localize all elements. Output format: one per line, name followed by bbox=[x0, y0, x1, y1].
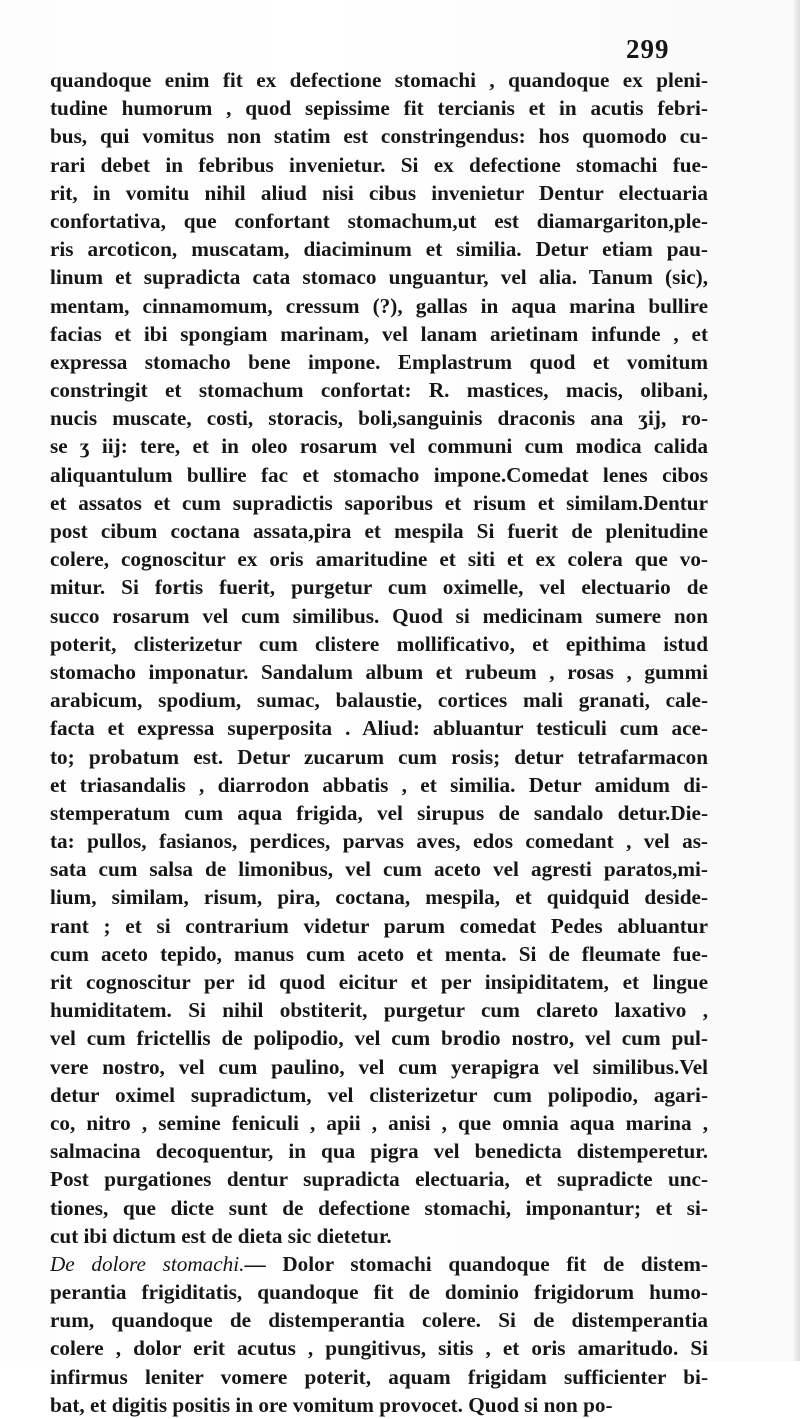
text-line: stomacho imponatur. Sandalum album et rubeum , rosas , gummi bbox=[50, 659, 708, 684]
text-line: post cibum coctana assata,pira et mespila Si fuerit de plenitudine bbox=[50, 519, 708, 543]
text-line: ris arcoticon, muscatam, diaciminum et similia. Detur etiam pau- bbox=[50, 237, 708, 262]
text-line: co, nitro , semine feniculi , apii , anisi , que omnia aqua marina , bbox=[50, 1110, 708, 1135]
text-line: poterit, clisterizetur cum clistere mollificativo, et epithima istud bbox=[50, 631, 708, 656]
text-line: rit cognoscitur per id quod eicitur et per insipiditatem, et lingue bbox=[50, 970, 708, 994]
text-line: bus, qui vomitus non statim est constringendus: hos quomodo cu- bbox=[50, 124, 708, 149]
text-line: mentam, cinnamomum, cressum (?), gallas in aqua marina bullire bbox=[50, 293, 708, 318]
text-line: confortativa, que confortant stomachum,ut est diamargariton,ple- bbox=[50, 208, 708, 233]
text-line: linum et supradicta cata stomaco unguantur, vel alia. Tanum (sic), bbox=[50, 265, 708, 290]
text-line: lium, similam, risum, pira, coctana, mespila, et quidquid deside- bbox=[50, 885, 708, 910]
paragraph-dolore-stomachi bbox=[50, 1278, 708, 1419]
text-line: stemperatum cum aqua frigida, vel sirupus de sandalo detur.Die- bbox=[50, 800, 708, 825]
text-line: bat, et digitis positis in ore vomitum provocet. Quod si non po- bbox=[50, 1392, 613, 1417]
text-line: expressa stomacho bene impone. Emplastrum quod et vomitum bbox=[50, 349, 708, 374]
text-line: et triasandalis , diarrodon abbatis , et similia. Detur amidum di- bbox=[50, 772, 708, 797]
text-line: facias et ibi spongiam marinam, vel lanam arietinam infunde , et bbox=[50, 321, 708, 346]
page-edge bbox=[794, 0, 800, 1361]
text-line: rant ; et si contrarium videtur parum comedat Pedes abluantur bbox=[50, 913, 708, 938]
text-line: cut ibi dictum est de dieta sic dietetur. bbox=[50, 1223, 392, 1248]
text-line: aliquantulum bullire fac et stomacho impone.Comedat lenes cibos bbox=[50, 462, 708, 487]
text-line: sata cum salsa de limonibus, vel cum aceto vel agresti paratos,mi- bbox=[50, 857, 708, 882]
text-line: et assatos et cum supradictis saporibus et risum et similam.Dentur bbox=[50, 490, 708, 515]
text-line: arabicum, spodium, sumac, balaustie, cortices mali granati, cale- bbox=[50, 688, 708, 713]
body-text bbox=[50, 66, 708, 1419]
text-line: se ʒ iij: tere, et in oleo rosarum vel communi cum modica calida bbox=[50, 434, 708, 459]
heading-text: Dolor stomachi quandoque fit de distem- bbox=[282, 1251, 708, 1276]
text-line: succo rosarum vel cum similibus. Quod si medicinam sumere non bbox=[50, 603, 708, 628]
text-line: rari debet in febribus invenietur. Si ex defectione stomachi fue- bbox=[50, 152, 708, 177]
text-line: ta: pullos, fasianos, perdices, parvas aves, edos comedant , vel as- bbox=[50, 829, 708, 854]
heading-dash: — bbox=[244, 1251, 283, 1276]
text-line: rum, quandoque de distemperantia colere. Si de distemperantia bbox=[50, 1308, 708, 1333]
text-line: vere nostro, vel cum paulino, vel cum yerapigra vel similibus.Vel bbox=[50, 1054, 708, 1079]
text-line: rit, in vomitu nihil aliud nisi cibus invenietur Dentur electuaria bbox=[50, 180, 708, 205]
text-line: vel cum frictellis de polipodio, vel cum brodio nostro, vel cum pul- bbox=[50, 1026, 708, 1051]
section-title: De dolore stomachi. bbox=[50, 1251, 245, 1276]
text-line: nucis muscate, costi, storacis, boli,sanguinis draconis ana ʒij, ro- bbox=[50, 406, 708, 431]
text-line: Post purgationes dentur supradicta electuaria, et supradicte unc- bbox=[50, 1167, 708, 1192]
text-line: tiones, que dicte sunt de defectione stomachi, imponantur; et si- bbox=[50, 1195, 708, 1220]
text-line: humiditatem. Si nihil obstiterit, purgetur cum clareto laxativo , bbox=[50, 998, 708, 1023]
section-heading-line bbox=[50, 1250, 708, 1278]
page-number: 299 bbox=[626, 34, 670, 64]
text-line: detur oximel supradictum, vel clisterizetur cum polipodio, agari- bbox=[50, 1082, 708, 1107]
text-line: mitur. Si fortis fuerit, purgetur cum oximelle, vel electuario de bbox=[50, 575, 708, 600]
text-line: cum aceto tepido, manus cum aceto et menta. Si de fleumate fue- bbox=[50, 941, 708, 966]
paragraph-vomitus bbox=[50, 66, 708, 1250]
text-line: perantia frigiditatis, quandoque fit de dominio frigidorum humo- bbox=[50, 1280, 708, 1305]
text-line: facta et expressa superposita . Aliud: abluantur testiculi cum ace- bbox=[50, 716, 708, 741]
text-line: quandoque enim fit ex defectione stomachi , quandoque ex pleni- bbox=[50, 68, 708, 92]
text-line: constringit et stomachum confortat: R. mastices, macis, olibani, bbox=[50, 378, 708, 403]
text-line: colere , dolor erit acutus , pungitivus, sitis , et oris amaritudo. Si bbox=[50, 1336, 708, 1361]
text-line: colere, cognoscitur ex oris amaritudine et siti et ex colera que vo- bbox=[50, 547, 708, 572]
text-line: to; probatum est. Detur zucarum cum rosis; detur tetrafarmacon bbox=[50, 744, 708, 769]
text-line: salmacina decoquentur, in qua pigra vel benedicta distemperetur. bbox=[50, 1139, 708, 1164]
text-line: tudine humorum , quod sepissime fit tercianis et in acutis febri- bbox=[50, 96, 708, 121]
text-line: infirmus leniter vomere poterit, aquam frigidam sufficienter bi- bbox=[50, 1364, 708, 1389]
